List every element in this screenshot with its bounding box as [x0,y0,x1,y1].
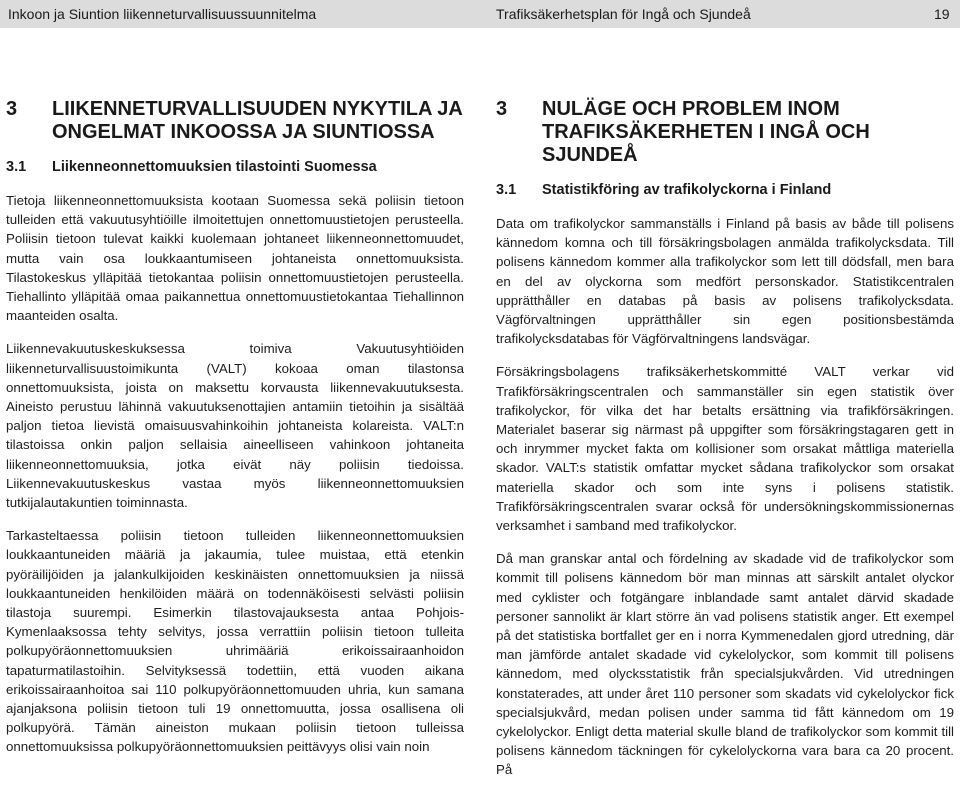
section-heading [6,158,464,176]
finnish-column [6,98,464,771]
chapter-title-line: NULÄGE OCH PROBLEM INOM [542,98,840,120]
page-number: 19 [934,6,950,22]
section-title: Statistikföring av trafikolyckorna i Finland [542,182,832,198]
section-number: 3.1 [6,159,27,175]
chapter-title [542,98,954,167]
swedish-column [496,98,954,794]
chapter-heading [6,98,464,144]
chapter-title-line: LIIKENNETURVALLISUUDEN NYKYTILA JA [52,98,463,120]
chapter-title-line: ONGELMAT INKOOSSA JA SIUNTIOSSA [52,121,435,143]
section-number: 3.1 [496,182,517,198]
running-header [0,0,960,28]
chapter-number: 3 [496,98,508,120]
body-paragraph: Liikennevakuutuskeskuksessa toimiva Vakuutusyhtiöiden liikenneturvallisuustoimikunta (VALT) kokoaa oman tilastonsa onnettomuuksista, joista on maksettu korvausta liikennevakuutuksesta. Aineisto perustuu lähinnä vakuutuksenottajien antamiin tietoihin ja sisältää paljon tietoa lievistä omaisuusvahinkoihin johtaneista kolareista. VALT:n tilastoissa onkin paljon sellaisia aineelliseen vahinkoon johtaneita liikenneonnettomuuksia, jotka eivät näy poliisin tiedoissa. Liikennevakuutuskeskus vastaa myös liikenneonnettomuuksien tutkijalautakuntien toiminnasta. [6,341,464,511]
chapter-title-line: TRAFIKSÄKERHETEN I INGÅ OCH SJUNDEÅ [542,121,870,166]
section-title: Liikenneonnettomuuksien tilastointi Suomessa [52,159,377,175]
body-paragraph: Försäkringsbolagens trafiksäkerhetskommitté VALT verkar vid Trafikförsäkringscentralen och sammanställer sin egen statistik över trafikolyckor, för vilka det har betalts ersättning via trafikförsäkringen. Materialet baserar sig närmast på uppgifter som försäkringstagaren gett in och inrymmer mycket fakta om kollisioner som orsakat måttliga materiella skador. VALT:s statistik omfattar mycket sådana trafikolyckor som orsakat materiella skador och som inte syns i polisens statistik. Trafikförsäkringscentralen svarar också för undersökningskommissionernas verksamhet i samband med trafikolyckor. [496,364,954,534]
body-paragraph: Då man granskar antal och fördelning av skadade vid de trafikolyckor som kommit till polisens kännedom bör man minnas att särskilt antalet olyckor med cyklister och fotgängare inblandade samt antalet därvid skadade personer sannolikt är klart större än vad polisens statistik anger. Ett exempel på det statistiska bortfallet ger en i norra Kymmenedalen gjord utredning, där man jämförde antalet skadade vid cykelolyckor, som kommit till polisens kännedom, med olycksstatistik från specialsjukvården. Vid utredningen konstaterades, att under året 110 personer som skadats vid cykelolyckor fick specialsjukvård, medan polisen under samma tid fått kännedom om 19 cykelolyckor. Enligt detta material skulle bland de trafikolyckor som kommit till polisens kännedom täckningen för cykelolyckorna vara bara ca 20 procent. På [496,551,954,778]
body-paragraph: Data om trafikolyckor sammanställs i Finland på basis av både till polisens kännedom komna och till försäkringsbolagen anmälda trafikolycksdata. Till polisens kännedom kommer alla trafikolyckor som lett till dödsfall, men bara en del av olyckorna som medfört personskador. Statistikcentralen upprätthåller en databas på basis av polisens trafikolycksdata. Vägförvaltningen upprätthåller sin egen positionsbestämda trafikolycksdatabas för Vägförvaltningens landsvägar. [496,216,954,347]
chapter-heading [496,98,954,167]
section-heading [496,181,954,199]
header-title-swedish: Trafiksäkerhetsplan för Ingå och Sjundeå [496,6,751,22]
body-paragraph: Tietoja liikenneonnettomuuksista kootaan Suomessa sekä poliisin tietoon tulleiden että vakuutusyhtiöille ilmoitettujen onnettomuustietojen perusteella. Poliisin tietoon tulevat kaikki kuolemaan johtaneet liikenneonnettomuudet, mutta vain osa loukkaantumiseen johtaneista onnettomuuksista. Tilastokeskus ylläpitää tietokantaa poliisin onnettomuustietojen perusteella. Tiehallinto ylläpitää omaa paikannettua onnettomuustietokantaa Tiehallinnon maanteiden osalta. [6,193,464,324]
chapter-title [52,98,464,144]
body-paragraph: Tarkasteltaessa poliisin tietoon tulleiden liikenneonnettomuuksien loukkaantuneiden määriä ja jakaumia, tulee muistaa, että etenkin pyöräilijöiden ja jalankulkijoiden keskinäisten onnettomuuksien ja niissä loukkaantuneiden henkilöiden määrä on todennäköisesti selvästi poliisin tilastoja suurempi. Esimerkin tilastovajauksesta antaa Pohjois-Kymenlaaksossa tehty selvitys, jossa verrattiin poliisin tietoon tulleita polkupyöräonnettomuuksien uhrimääriä erikoissairaanhoidon tapaturmatilastoihin. Selvityksessä todettiin, että vuoden aikana erikoissairaanhoitoa sai 110 polkupyöräonnettomuuden uhria, kun samana ajanjaksona poliisin tietoon tuli 19 onnettomuutta, jossa osallisena oli polkupyörä. Tämän aineiston mukaan poliisin tietoon tulleissa onnettomuuksissa polkupyöräonnettomuuksien peittävyys olisi vain noin [6,528,464,755]
header-title-finnish: Inkoon ja Siuntion liikenneturvallisuussuunnitelma [8,6,317,22]
chapter-number: 3 [6,98,18,120]
